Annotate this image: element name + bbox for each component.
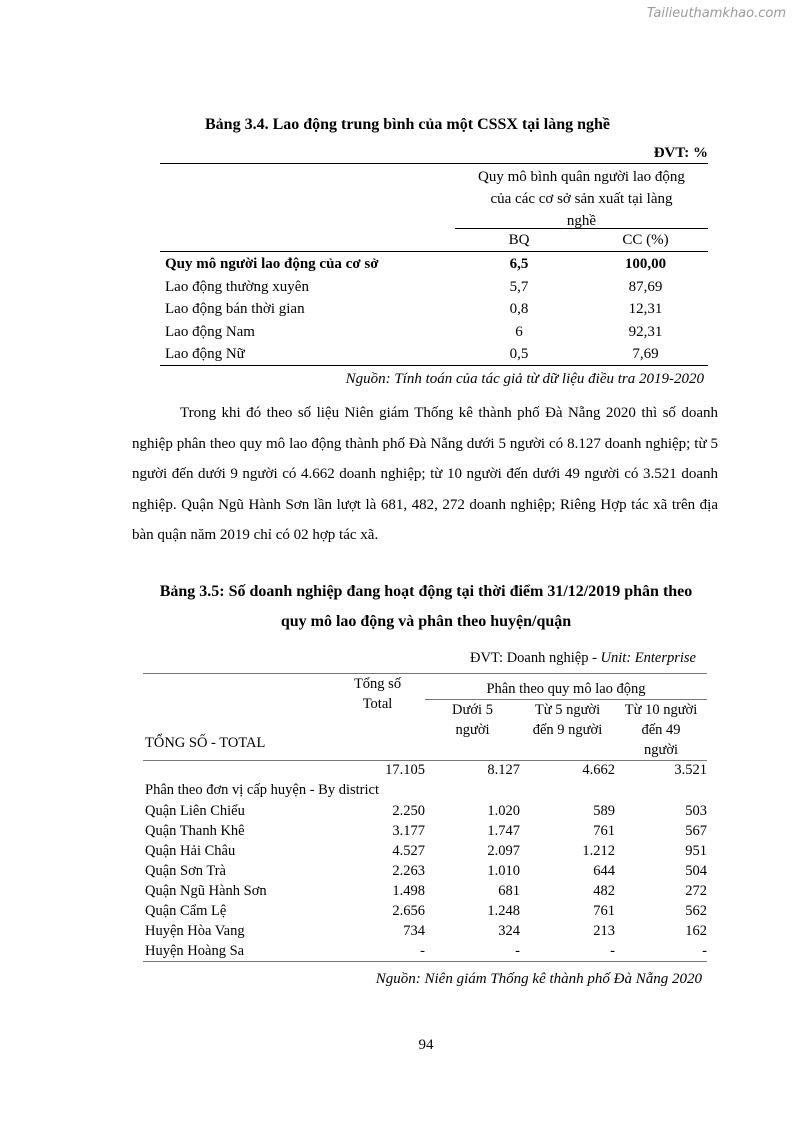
table-3-5-col-5to9: Từ 5 người đến 9 người [532, 702, 603, 738]
table-3-5-row-value: 504 [685, 863, 707, 879]
table-3-5-row-value: 2.656 [392, 903, 425, 919]
table-3-4-row-label: Lao động bán thời gian [165, 301, 305, 317]
table-3-5-row-value: 213 [593, 923, 615, 939]
table-3-5-row-value: 2.263 [392, 863, 425, 879]
table-3-5-row-value: 761 [593, 903, 615, 919]
table-3-5-row-value: 1.010 [487, 863, 520, 879]
table-3-4-row-bq: 0,5 [509, 346, 529, 362]
table-3-4-row-label: Quy mô người lao động của cơ sở [165, 256, 379, 272]
table-3-5-total-value: 17.105 [385, 762, 425, 778]
table-3-5-row-name: Quận Sơn Trà [145, 863, 226, 879]
table-3-4-source: Nguồn: Tính toán của tác giả từ dữ liệu điều tra 2019-2020 [345, 371, 704, 387]
table-3-4-row-cc: 87,69 [628, 278, 663, 295]
table-3-5-row-name: Quận Cẩm Lệ [145, 903, 227, 919]
table-3-4-col-cc: CC (%) [622, 232, 669, 248]
table-3-5-col-under5: Dưới 5 người [452, 702, 493, 738]
table-3-5-row-value: - [610, 943, 615, 959]
table-3-4-title: Bảng 3.4. Lao động trung bình của một CSSX tại làng nghề [205, 116, 610, 133]
table-3-5-source: Nguồn: Niên giám Thống kê thành phố Đà Nẵng 2020 [375, 971, 702, 987]
table-3-5-row-value: 2.097 [487, 843, 520, 859]
table-3-5-row-value: 734 [403, 923, 425, 939]
table-3-5-row-value: 1.747 [487, 823, 520, 839]
table-3-4-row-cc: 92,31 [628, 323, 663, 340]
table-3-5-row-value: - [420, 943, 425, 959]
table-3-5-district-header: Phân theo đơn vị cấp huyện - By district [145, 782, 379, 798]
table-3-5-bottom-rule [143, 961, 707, 962]
body-paragraph: Trong khi đó theo số liệu Niên giám Thống kê thành phố Đà Nẵng 2020 thì số doanh nghiệp phân theo quy mô lao động thành phố Đà Nẵng dưới 5 người có 8.127 doanh nghiệp; từ 5 người đến dưới 9 người có 4.662 doanh nghiệp; từ 10 người đến dưới 49 người có 3.521 doanh nghiệp. Quận Ngũ Hành Sơn lần lượt là 681, 482, 272 doanh nghiệp; Riêng Hợp tác xã trên địa bàn quận năm 2019 chỉ có 02 hợp tác xã. [132, 405, 718, 543]
table-3-4-top-rule [160, 163, 708, 164]
table-3-5-top-rule [143, 673, 707, 674]
table-3-5-total-label: TỔNG SỐ - TOTAL [145, 735, 266, 751]
table-3-5-row-value: 951 [685, 843, 707, 859]
table-3-5-total-value: 8.127 [487, 762, 520, 778]
table-3-5-row-value: 2.250 [392, 803, 425, 819]
table-3-5-row-name: Quận Hải Châu [145, 843, 236, 859]
table-3-5-row-name: Quận Liên Chiểu [145, 803, 245, 819]
table-3-4-row-label: Lao động Nam [165, 323, 255, 340]
table-3-5-row-value: 1.212 [582, 843, 615, 859]
table-3-5-row-value: 1.498 [392, 883, 425, 899]
table-3-5-group-header: Phân theo quy mô lao động [486, 681, 646, 697]
table-3-4-row-cc: 100,00 [624, 256, 667, 272]
table-3-5-row-value: 272 [685, 883, 707, 899]
table-3-5-row-value: 1.248 [487, 903, 520, 919]
table-3-5-row-name: Quận Ngũ Hành Sơn [145, 883, 267, 899]
table-3-5-row-value: 567 [685, 823, 707, 839]
table-3-4-row-bq: 0,8 [509, 301, 529, 317]
table-3-5-row-value: 3.177 [392, 823, 425, 839]
table-3-5-total-value: 3.521 [674, 762, 707, 778]
table-3-5-row-value: - [702, 943, 707, 959]
page-number: 94 [418, 1037, 434, 1053]
table-3-5-row-value: 644 [593, 863, 615, 879]
table-3-5-title-line1: Bảng 3.5: Số doanh nghiệp đang hoạt động tại thời điểm 31/12/2019 phân theo [159, 583, 693, 600]
table-3-4-row-bq: 5,7 [509, 278, 529, 295]
table-3-4-unit: ĐVT: % [653, 145, 708, 161]
table-3-4-row-bq: 6,5 [509, 256, 529, 272]
table-3-5-total-value: 4.662 [582, 762, 615, 778]
table-3-4-group-header: Quy mô bình quân người lao động của các cơ sở sản xuất tại làng nghề [478, 169, 685, 229]
table-3-4-col-bq: BQ [508, 232, 530, 248]
table-3-4-header-rule [160, 251, 708, 252]
table-3-5-row-value: - [515, 943, 520, 959]
table-3-5-row-value: 482 [593, 883, 615, 899]
table-3-5-title-line2: quy mô lao động và phân theo huyện/quận [280, 613, 572, 630]
table-3-4-row-bq: 6 [515, 323, 523, 340]
table-3-5-row-value: 1.020 [487, 803, 520, 819]
table-3-4-row-cc: 7,69 [632, 346, 659, 362]
table-3-5-row-name: Huyện Hòa Vang [145, 923, 245, 939]
table-3-5-col-10to49: Từ 10 người đến 49 người [624, 702, 698, 758]
table-3-5-row-name: Quận Thanh Khê [145, 823, 245, 839]
table-3-5-row-value: 761 [593, 823, 615, 839]
table-3-5-row-value: 681 [498, 883, 520, 899]
table-3-5-row-value: 562 [685, 903, 707, 919]
table-3-5-row-value: 162 [685, 923, 707, 939]
table-3-5-row-value: 324 [498, 923, 520, 939]
table-3-4-row-label: Lao động Nữ [165, 346, 245, 362]
table-3-5-unit: ĐVT: Doanh nghiệp - Unit: Enterprise [469, 650, 696, 666]
table-3-5-row-name: Huyện Hoàng Sa [145, 943, 245, 959]
table-3-4-bottom-rule [160, 365, 708, 366]
table-3-5-total-header: Tổng số Total [353, 676, 402, 712]
table-3-5-row-value: 4.527 [392, 843, 425, 859]
table-3-4-row-label: Lao động thường xuyên [165, 278, 309, 295]
table-3-5-row-value: 589 [593, 803, 615, 819]
table-3-4-row-cc: 12,31 [628, 301, 663, 317]
table-3-5-row-value: 503 [685, 803, 707, 819]
watermark-text: Tailieuthamkhao.com [646, 6, 786, 21]
